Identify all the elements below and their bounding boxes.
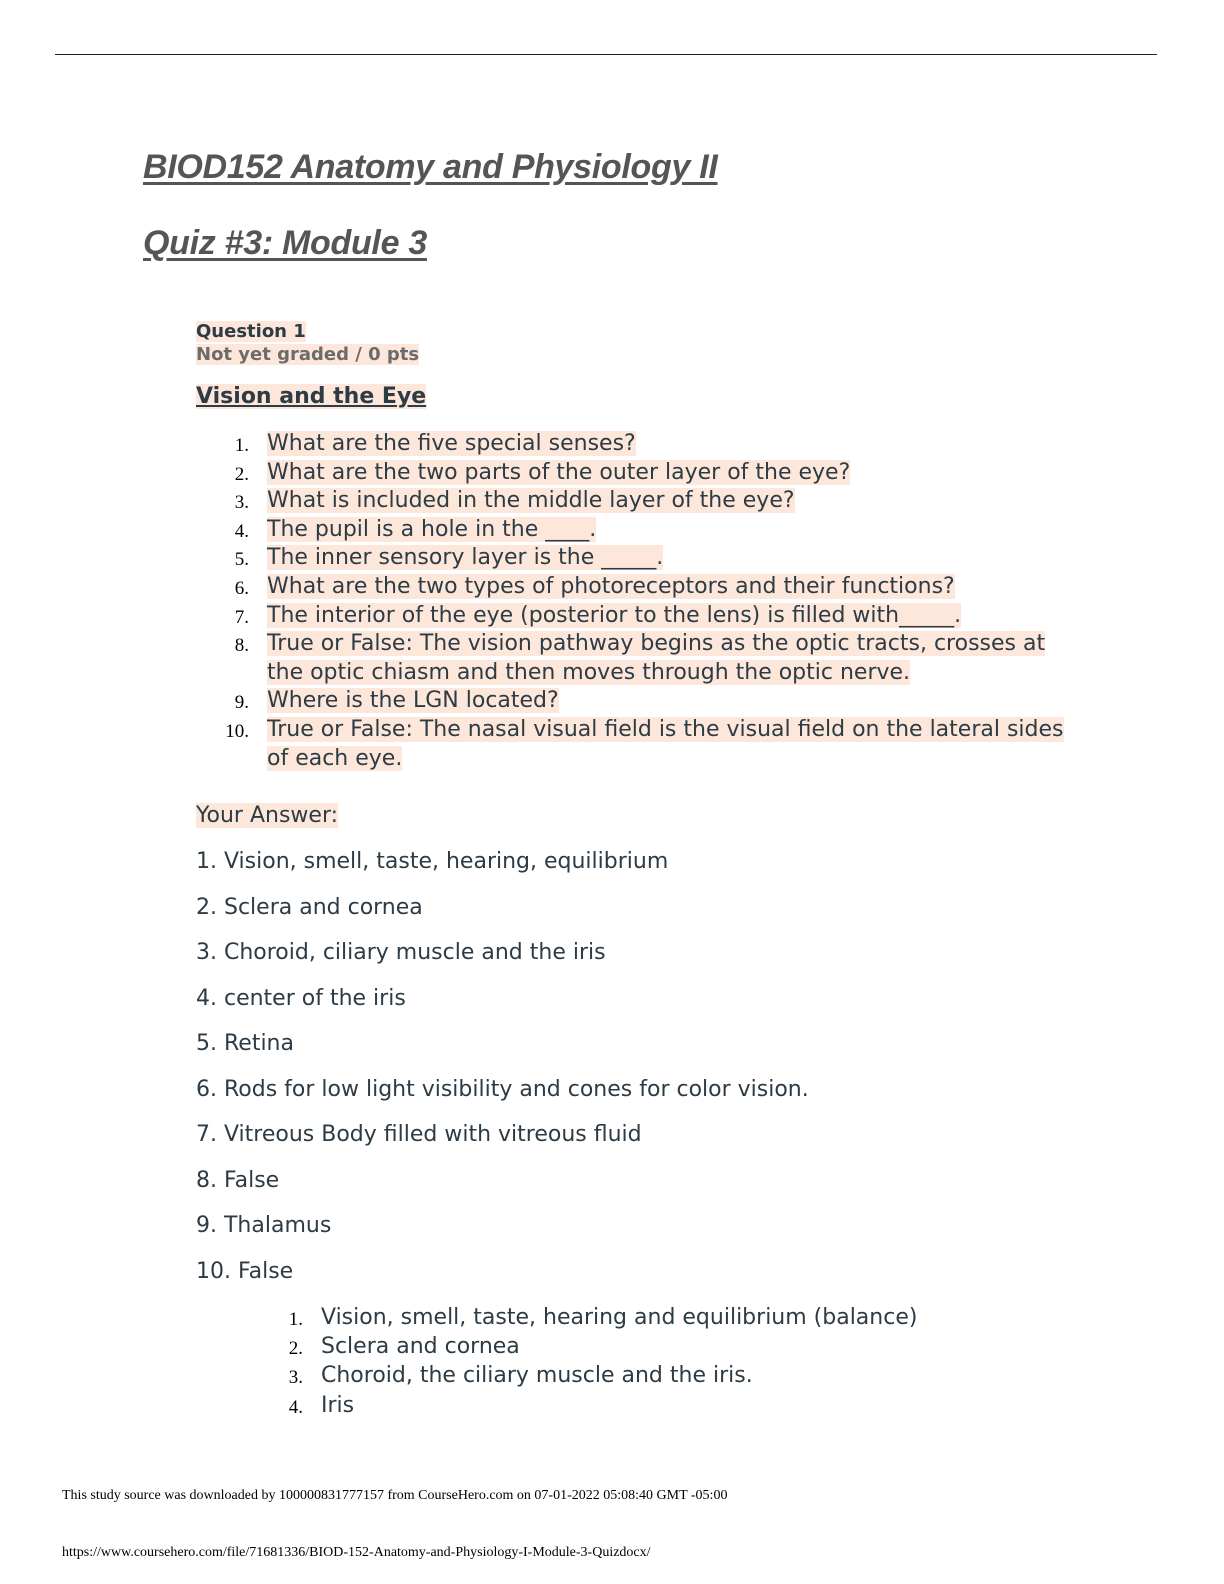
answer-sub-item (250, 1391, 1050, 1420)
question-item (196, 630, 1076, 687)
section-title-text: Vision and the Eye (196, 384, 427, 409)
quiz-title: Quiz #3: Module 3 (143, 224, 427, 262)
section-title (196, 384, 426, 409)
answer-sub-item (250, 1303, 1050, 1332)
answer-line: 1. Vision, smell, taste, hearing, equilibrium (196, 849, 669, 874)
source-url: https://www.coursehero.com/file/71681336/BIOD-152-Anatomy-and-Physiology-I-Module-3-Quizdocx/ (62, 1545, 651, 1560)
top-horizontal-rule (55, 54, 1157, 55)
question-item-text: What are the two types of photoreceptors and their functions? (267, 573, 955, 599)
question-item-number: 7. (234, 606, 249, 628)
answer-sub-item-text: Iris (321, 1392, 355, 1418)
question-item-number: 10. (225, 720, 249, 742)
answer-sub-item-number: 3. (288, 1367, 303, 1389)
answer-sub-item-number: 1. (288, 1309, 303, 1330)
answer-line: 6. Rods for low light visibility and cones for color vision. (196, 1076, 809, 1102)
question-item-number: 6. (234, 577, 249, 599)
answer-sub-item-text: Vision, smell, taste, hearing and equilibrium (balance) (321, 1305, 918, 1330)
answer-line: 9. Thalamus (196, 1213, 332, 1238)
answer-sub-item (250, 1332, 1050, 1361)
question-item-text: True or False: The nasal visual field is the visual field on the lateral sides of each eye. (267, 716, 1064, 771)
question-item (196, 602, 1076, 631)
answer-sub-item-text: Choroid, the ciliary muscle and the iris. (321, 1363, 753, 1389)
answer-sub-list (250, 1303, 1050, 1420)
question-item (196, 687, 1076, 716)
answer-line: 10. False (196, 1258, 294, 1284)
question-item-number: 5. (234, 549, 249, 571)
answer-lines (196, 848, 809, 1303)
answer-line: 2. Sclera and cornea (196, 894, 423, 920)
question-item-number: 1. (234, 435, 249, 456)
download-notice: This study source was downloaded by 100000831777157 from CourseHero.com on 07-01-2022 05:08:40 GMT -05:00 (62, 1488, 728, 1503)
question-item-number: 2. (234, 463, 249, 485)
answer-line: 7. Vitreous Body filled with vitreous fluid (196, 1122, 642, 1147)
question-item-text: The interior of the eye (posterior to the lens) is filled with_____. (267, 602, 962, 628)
question-item (196, 459, 1076, 488)
question-item (196, 544, 1076, 573)
question-item (196, 516, 1076, 545)
question-item-text: What are the two parts of the outer layer of the eye? (267, 459, 851, 485)
your-answer-heading (196, 803, 338, 828)
question-item-number: 9. (234, 692, 249, 714)
question-item-text: The inner sensory layer is the _____. (267, 545, 664, 571)
answer-sub-item (250, 1361, 1050, 1390)
answer-line: 5. Retina (196, 1031, 294, 1056)
question-item (196, 573, 1076, 602)
answer-line: 3. Choroid, ciliary muscle and the iris (196, 940, 606, 965)
question-item-number: 3. (234, 492, 249, 514)
answer-line: 8. False (196, 1167, 280, 1193)
question-item (196, 487, 1076, 516)
question-item (196, 430, 1076, 459)
question-item-number: 4. (234, 520, 249, 542)
question-item-text: Where is the LGN located? (267, 688, 559, 714)
question-item-text: The pupil is a hole in the ____. (267, 516, 597, 542)
question-points-label: Not yet graded / 0 pts (196, 344, 420, 365)
course-title: BIOD152 Anatomy and Physiology II (143, 148, 718, 186)
answer-sub-item-text: Sclera and cornea (321, 1334, 520, 1360)
answer-sub-item-number: 4. (288, 1396, 303, 1418)
your-answer-label: Your Answer: (196, 803, 339, 828)
answer-sub-item-number: 2. (288, 1338, 303, 1360)
question-points (196, 344, 419, 365)
question-list (196, 430, 1076, 773)
question-number (196, 321, 306, 342)
question-item (196, 716, 1076, 773)
question-item-text: True or False: The vision pathway begins as the optic tracts, crosses at the optic chiasm and then moves through the optic nerve. (267, 631, 1046, 685)
question-item-text: What is included in the middle layer of the eye? (267, 488, 795, 514)
question-item-text: What are the five special senses? (267, 431, 636, 456)
question-item-number: 8. (234, 635, 249, 657)
answer-line: 4. center of the iris (196, 985, 406, 1011)
question-number-label: Question 1 (196, 321, 306, 342)
